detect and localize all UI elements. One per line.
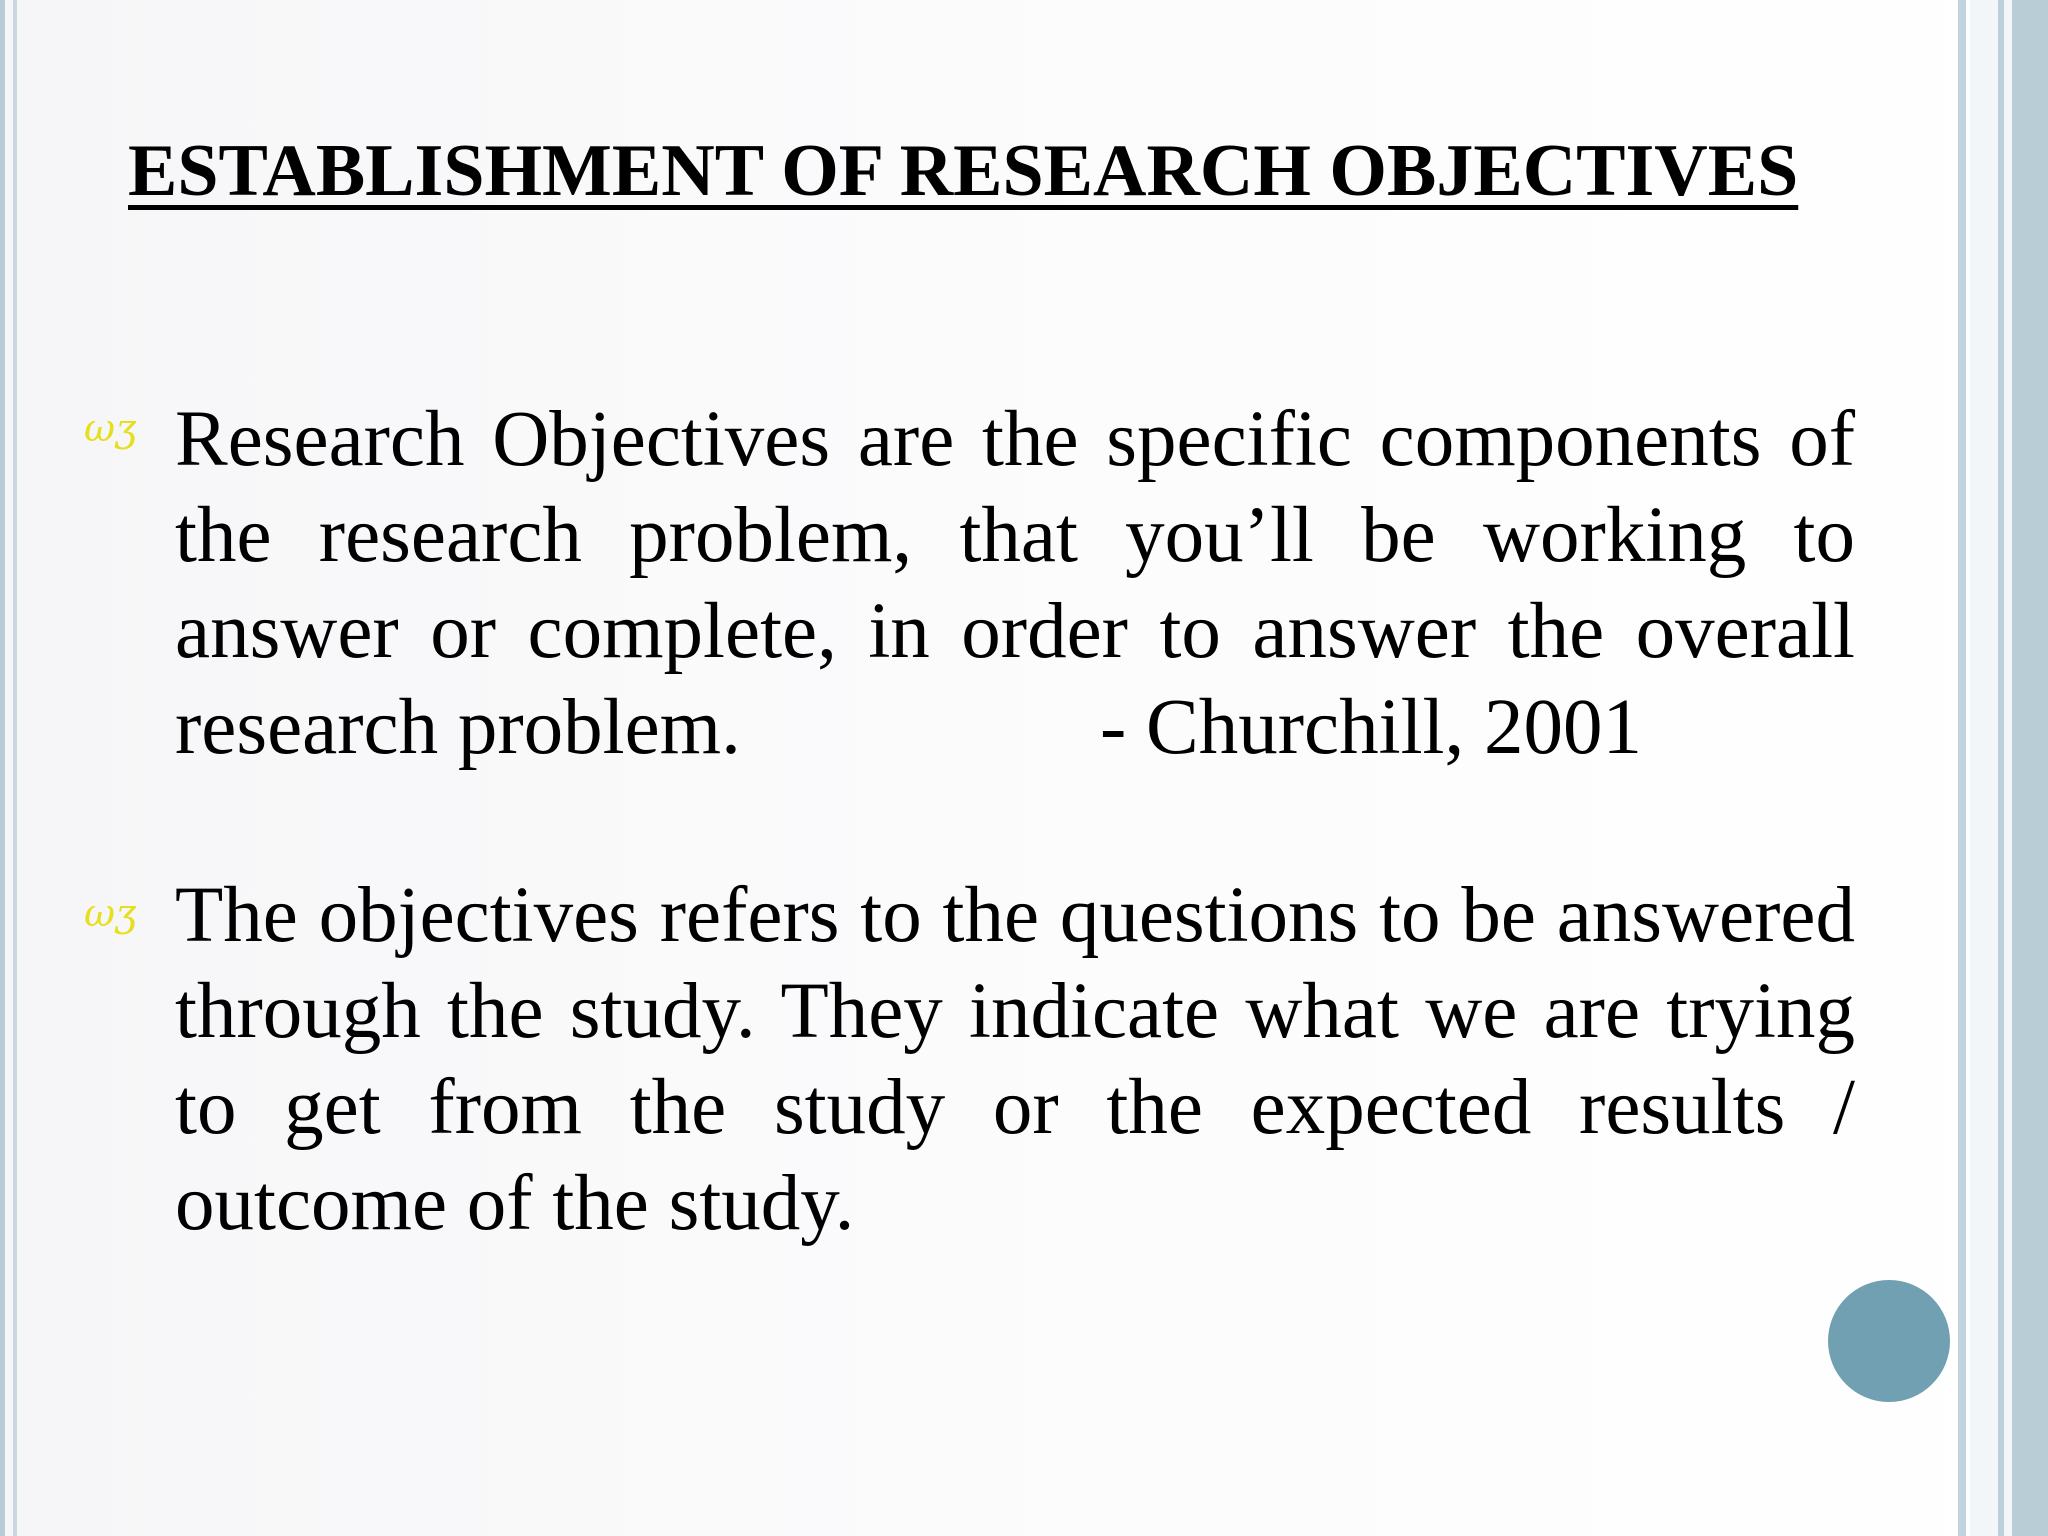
right-border-gap-d [2004,0,2012,1536]
slide-title: ESTABLISHMENT OF RESEARCH OBJECTIVES [128,130,1799,212]
nav-circle-decoration [1828,1280,1950,1402]
right-border-stripe-e [2012,0,2048,1536]
bullet-marker-icon: ωʒ [84,406,137,450]
bullet-text-2: The objectives refers to the questions to be answered through the study. They indicate what we are trying to get from the study or the expected results / outcome of the study. [175,872,1855,1247]
bullet-attribution: - Churchill, 2001 [1100,684,1642,771]
left-border-stripe [0,0,5,1536]
right-border-stripe-a [1958,0,1966,1536]
bullet-text-1: Research Objectives are the specific components of the research problem, that you’ll be working to answer or complete, in order to answer the overall research problem. [175,396,1855,771]
bullet-marker-icon: ωʒ [84,891,137,935]
right-border-gap-b [1970,0,1998,1536]
left-border-stripe-inner [13,0,17,1536]
